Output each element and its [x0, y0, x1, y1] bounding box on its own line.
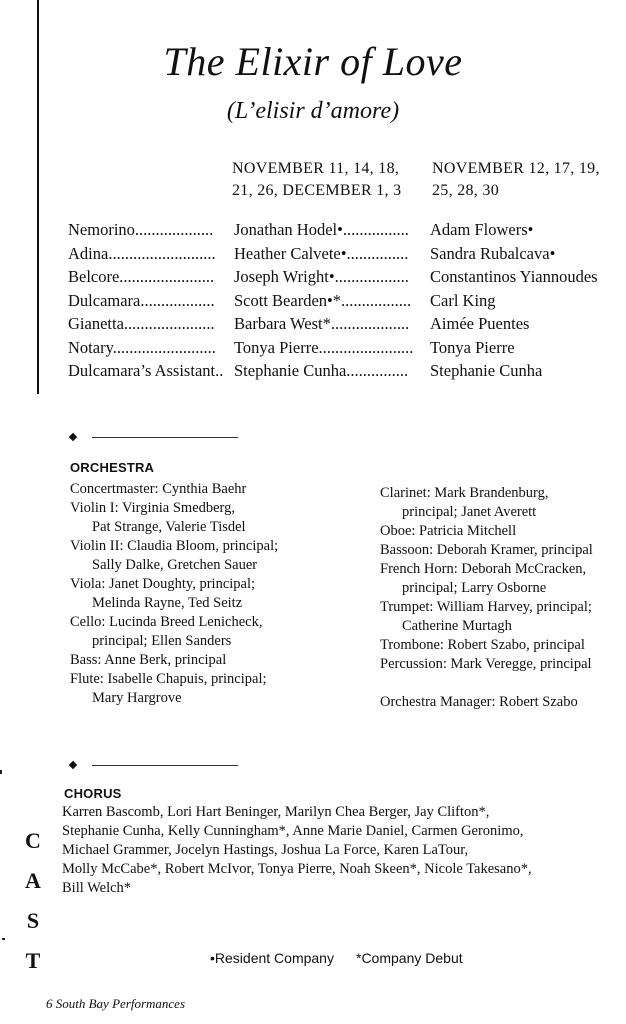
role-name: Dulcamara’s Assistant.. [68, 361, 224, 380]
role-name: Gianetta...................... [68, 314, 215, 333]
cast-row [68, 220, 626, 244]
performer-second-cast: Sandra Rubalcava• [430, 243, 556, 263]
orchestra-line: Catherine Murtagh [402, 618, 512, 634]
side-letter: A [25, 868, 41, 893]
side-letter: S [26, 908, 40, 933]
chorus-line: Karren Bascomb, Lori Hart Beninger, Marilyn Chea Berger, Jay Clifton*, [62, 804, 490, 820]
orchestra-line: principal; Larry Osborne [402, 580, 547, 596]
orchestra-line: Clarinet: Mark Brandenburg, [380, 485, 549, 501]
chorus-heading: CHORUS [64, 786, 122, 801]
performer-first-cast: Tonya Pierre....................... [234, 337, 414, 357]
cast-row [68, 361, 626, 385]
performance-dates-first-cast [232, 158, 401, 202]
orchestra-column-left [70, 480, 278, 708]
performer-first-cast: Stephanie Cunha............... [234, 361, 409, 380]
role-name: Adina.......................... [68, 243, 216, 263]
performer-second-cast: Adam Flowers• [430, 220, 534, 239]
role-name: Nemorino................... [68, 220, 214, 239]
diamond-bullet-icon [69, 433, 77, 441]
orchestra-heading: ORCHESTRA [70, 460, 155, 475]
orchestra-line: Viola: Janet Doughty, principal; [70, 576, 256, 592]
orchestra-line: Bassoon: Deborah Kramer, principal [380, 542, 593, 558]
cast-row [68, 291, 626, 315]
performer-first-cast: Jonathan Hodel•................ [234, 220, 409, 239]
orchestra-line: Oboe: Patricia Mitchell [380, 523, 517, 539]
cast-row [68, 338, 626, 362]
performer-second-cast: Aimée Puentes [430, 314, 530, 333]
cast-row [68, 267, 626, 291]
opera-subtitle: (L’elisir d’amore) [226, 98, 400, 124]
chorus-line: Stephanie Cunha, Kelly Cunningham*, Anne Marie Daniel, Carmen Geronimo, [62, 823, 524, 839]
section-divider [70, 762, 238, 771]
performer-first-cast: Barbara West*................... [234, 314, 410, 333]
chorus-line: Michael Grammer, Jocelyn Hastings, Joshua La Force, Karen LaTour, [62, 842, 469, 858]
performance-dates-second-cast [432, 158, 600, 202]
orchestra-line: Violin II: Claudia Bloom, principal; [70, 538, 279, 554]
performer-second-cast: Carl King [430, 290, 496, 310]
orchestra-line: Mary Hargrove [92, 690, 182, 706]
side-letter: T [25, 948, 41, 973]
legend-company-debut: *Company Debut [356, 950, 463, 966]
dates-line: NOVEMBER 11, 14, 18, [232, 160, 400, 177]
opera-title: The Elixir of Love [163, 39, 463, 84]
performer-second-cast: Stephanie Cunha [430, 361, 543, 380]
orchestra-line: Trumpet: William Harvey, principal; [380, 599, 592, 615]
orchestra-line: Concertmaster: Cynthia Baehr [70, 481, 247, 497]
dates-line: 25, 28, 30 [432, 182, 499, 199]
performer-first-cast: Scott Bearden•*................. [234, 290, 412, 310]
orchestra-line: Trombone: Robert Szabo, principal [380, 637, 585, 653]
diamond-bullet-icon [69, 761, 77, 769]
spacer [380, 674, 593, 693]
performer-first-cast: Joseph Wright•.................. [234, 267, 409, 286]
orchestra-manager: Orchestra Manager: Robert Szabo [380, 694, 578, 710]
dates-line: 21, 26, DECEMBER 1, 3 [232, 182, 402, 199]
orchestra-line: Pat Strange, Valerie Tisdel [92, 519, 246, 535]
orchestra-column-right [380, 484, 593, 712]
cast-row [68, 244, 626, 268]
orchestra-line: principal; Janet Averett [402, 504, 537, 520]
chorus-line: Bill Welch* [62, 880, 132, 896]
scan-mark [0, 770, 2, 774]
role-name: Dulcamara.................. [68, 290, 215, 310]
performer-second-cast: Tonya Pierre [430, 337, 515, 357]
orchestra-line: Violin I: Virginia Smedberg, [70, 500, 236, 516]
cast-list [68, 220, 626, 385]
divider-rule [92, 437, 238, 438]
role-name: Notary......................... [68, 337, 216, 357]
divider-rule [92, 765, 238, 766]
legend-resident-company: •Resident Company [210, 950, 334, 966]
orchestra-line: Bass: Anne Berk, principal [70, 652, 227, 668]
side-letter: C [25, 828, 41, 853]
orchestra-line: Cello: Lucinda Breed Lenicheck, [70, 614, 263, 630]
cast-side-label [25, 828, 41, 988]
role-name: Belcore....................... [68, 267, 215, 286]
orchestra-line: Flute: Isabelle Chapuis, principal; [70, 671, 267, 687]
cast-row [68, 314, 626, 338]
scan-mark [2, 938, 5, 940]
section-divider [70, 434, 238, 443]
orchestra-line: Sally Dalke, Gretchen Sauer [92, 557, 258, 573]
performer-first-cast: Heather Calvete•............... [234, 243, 409, 263]
page-footer: 6 South Bay Performances [46, 996, 186, 1011]
chorus-line: Molly McCabe*, Robert McIvor, Tonya Pierre, Noah Skeen*, Nicole Takesano*, [62, 861, 532, 877]
dates-line: NOVEMBER 12, 17, 19, [432, 160, 600, 177]
orchestra-line: principal; Ellen Sanders [92, 633, 232, 649]
chorus-list [62, 803, 532, 898]
orchestra-line: Melinda Rayne, Ted Seitz [92, 595, 243, 611]
orchestra-line: Percussion: Mark Veregge, principal [380, 656, 592, 672]
orchestra-line: French Horn: Deborah McCracken, [380, 561, 587, 577]
performer-second-cast: Constantinos Yiannoudes [430, 267, 598, 286]
